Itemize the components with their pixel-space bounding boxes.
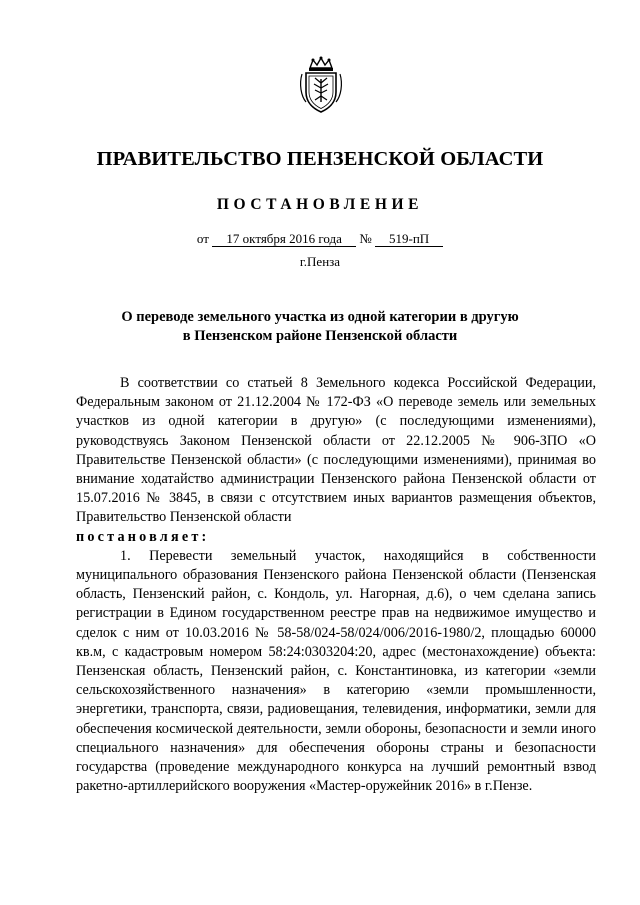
date-prefix: от xyxy=(196,231,209,246)
city: г.Пенза xyxy=(299,254,341,269)
subject-line-2: в Пензенском районе Пензенской области xyxy=(182,328,458,344)
item-1-paragraph: 1. Перевести земельный участок, находящийся в собственности муниципального образования Пензенского района Пензенской области (Пензенская область, Пензенский район, с. Кондоль, ул. Нагорная, д.6), о чем сделана запись регистрации в Едином государственном реестре прав на недвижимое имущество и сделок с ним от 10.03.2016 № 58-58/024-58/024/006/2016-1980/2, площадью 60000 кв.м, с кадастровым номером 58:24:0303204:20, адрес (местонахождение) объекта: Пензенская область, Пензенский район, с. Константиновка, из категории «земли сельскохозяйственного назначения» в категорию «земли промышленности, энергетики, транспорта, связи, радиовещания, телевидения, информатики, земли для обеспечения космической деятельности, земли обороны, безопасности и земли иного специального назначения» для обеспечения обороны страны и безопасности государства (проведение международного конкурса на лучший ремонтный взвод ракетно-артиллерийского вооружения «Мастер-оружейник 2016» в г.Пензе. xyxy=(76,547,596,795)
document-date: 17 октября 2016 года xyxy=(212,232,356,247)
document-body xyxy=(76,374,596,796)
date-number-line xyxy=(0,231,640,247)
organization-title: ПРАВИТЕЛЬСТВО ПЕНЗЕНСКОЙ ОБЛАСТИ xyxy=(96,148,544,170)
document-subject xyxy=(0,308,640,346)
preamble-paragraph: В соответствии со статьей 8 Земельного кодекса Российской Федерации, Федеральным законом от 21.12.2004 № 172-ФЗ «О переводе земель или земельных участков из одной категории в другую» (с последующими изменениями), руководствуясь Законом Пензенской области от 22.12.2005 № 906-ЗПО «О Правительстве Пензенской области» (с последующими изменениями), принимая во внимание ходатайство администрации Пензенского района Пензенской области от 15.07.2016 № 3845, в связи с отсутствием иных вариантов размещения объектов, Правительство Пензенской области xyxy=(76,375,596,526)
document-number: 519-пП xyxy=(375,232,443,247)
penza-coat-of-arms-icon xyxy=(298,56,344,114)
decree-word: постановляет: xyxy=(76,528,210,545)
number-prefix: № xyxy=(359,231,372,246)
subject-line-1: О переводе земельного участка из одной категории в другую xyxy=(121,309,519,325)
document-type: ПОСТАНОВЛЕНИЕ xyxy=(216,196,424,213)
